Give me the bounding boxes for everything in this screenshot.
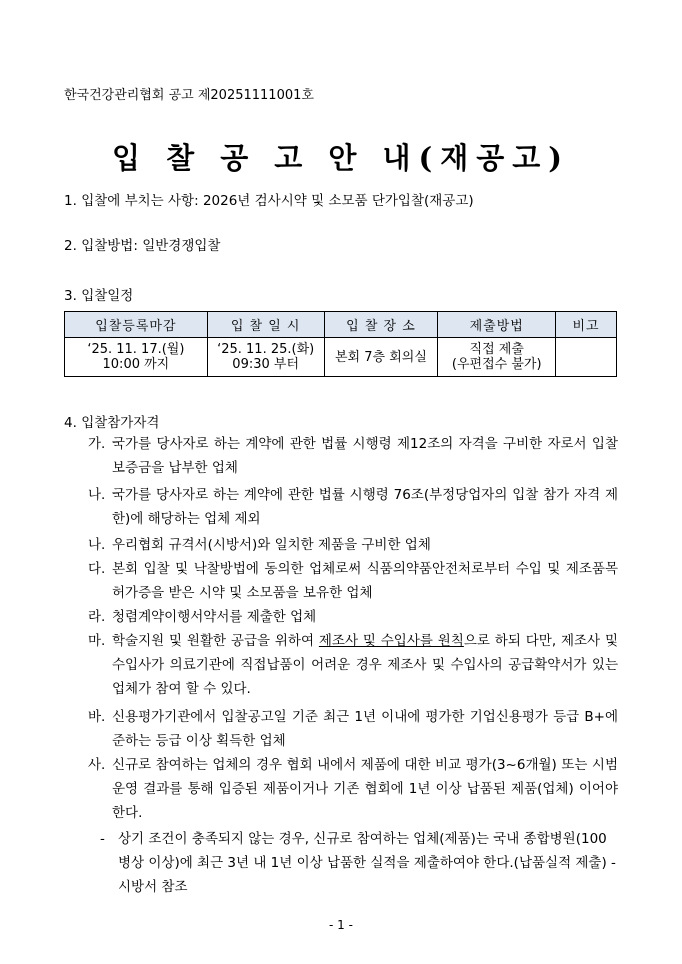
cell-registration-deadline (65, 338, 208, 377)
qualification-item (88, 629, 618, 701)
header-registration-deadline: 입찰등록마감 (65, 312, 208, 338)
section-2-text: : 일반경쟁입찰 (133, 238, 221, 254)
cell-bid-datetime (207, 338, 324, 377)
schedule-row (65, 338, 617, 377)
qualification-marker: 사. (88, 757, 106, 773)
header-submission-method: 제출방법 (438, 312, 556, 338)
section-3-number: 3. (64, 288, 77, 304)
header-bid-datetime: 입 찰 일 시 (207, 312, 324, 338)
qualification-underlined-text: 제조사 및 수입사를 원칙 (318, 633, 464, 649)
qualification-text: 신규로 참여하는 업체의 경우 협회 내에서 제품에 대한 비교 평가(3~6개월) 또는 시범운영 결과를 통해 입증된 제품이거나 기존 협회에 1년 이상 납품된 제품(업체) 이어야 한다. (112, 757, 618, 821)
cell-bid-place: 본회 7층 회의실 (324, 338, 438, 377)
qualification-text (112, 629, 618, 701)
method-main: 직접 제출 (469, 342, 524, 357)
section-4-label: 입찰참가자격 (81, 415, 160, 431)
qualification-marker: 다. (88, 561, 106, 577)
qualification-marker: 바. (88, 709, 106, 725)
note-marker: - (100, 831, 105, 847)
qualification-item (88, 432, 618, 480)
qualification-item (88, 557, 618, 605)
cell-remarks (556, 338, 617, 377)
qualification-marker: 마. (88, 633, 106, 649)
qualification-text: 국가를 당사자로 하는 계약에 관한 법률 시행령 제12조의 자격을 구비한 자로서 입찰보증금을 납부한 업체 (112, 436, 618, 476)
qualification-marker: 라. (88, 609, 106, 625)
qualification-text: 국가를 당사자로 하는 계약에 관한 법률 시행령 76조(부정당업자의 입찰 참가 자격 제한)에 해당하는 업체 제외 (112, 487, 618, 527)
qualification-text: 본회 입찰 및 낙찰방법에 동의한 업체로써 식품의약품안전처로부터 수입 및 제조품목 허가증을 받은 시약 및 소모품을 보유한 업체 (112, 561, 618, 601)
section-1 (64, 189, 474, 209)
section-3-label: 입찰일정 (81, 288, 134, 304)
section-1-number: 1. (64, 193, 77, 209)
section-4-number: 4. (64, 415, 77, 431)
notice-number: 한국건강관리협회 공고 제20251111001호 (64, 88, 314, 103)
page-title: 입 찰 공 고 안 내(재공고) (111, 141, 571, 175)
qualification-text-before: 학술지원 및 원활한 공급을 위하여 (112, 633, 319, 649)
qualification-item (88, 533, 618, 557)
section-2 (64, 234, 220, 254)
qualification-item (88, 605, 618, 629)
header-remarks: 비고 (556, 312, 617, 338)
schedule-table (64, 311, 617, 377)
page-number: - 1 - (329, 918, 353, 932)
qualification-marker: 나. (88, 487, 106, 503)
qualification-text: 청렴계약이행서약서를 제출한 업체 (112, 609, 317, 625)
section-1-text: : 2026년 검사시약 및 소모품 단가입찰(재공고) (194, 193, 474, 209)
bid-time: 09:30 부터 (232, 357, 300, 372)
header-bid-place: 입 찰 장 소 (324, 312, 438, 338)
deadline-date: ‘25. 11. 17.(월) (87, 342, 185, 357)
qualification-text: 우리협회 규격서(시방서)와 일치한 제품을 구비한 업체 (112, 537, 431, 553)
section-1-label: 입찰에 부치는 사항 (81, 193, 195, 209)
qualification-text: 신용평가기관에서 입찰공고일 기준 최근 1년 이내에 평가한 기업신용평가 등급 B+에 준하는 등급 이상 획득한 업체 (112, 709, 618, 749)
qualification-marker: 가. (88, 436, 106, 452)
section-3 (64, 284, 133, 304)
qualification-item (88, 483, 618, 531)
qualification-marker: 나. (88, 537, 106, 553)
section-4 (64, 411, 159, 431)
condition-note (100, 827, 618, 899)
bid-date: ‘25. 11. 25.(화) (217, 342, 315, 357)
qualification-text-after: 으로 하되 다만, 제조사 및 수입사가 의료기관에 직접납품이 어려운 경우 제조사 및 수입사의 공급확약서가 있는 업체가 참여 할 수 있다. (112, 633, 618, 697)
section-2-label: 입찰방법 (81, 238, 134, 254)
note-text: 상기 조건이 충족되지 않는 경우, 신규로 참여하는 업체(제품)는 국내 종합병원(100병상 이상)에 최근 3년 내 1년 이상 납품한 실적을 제출하여야 한다.(납품실적 제출) - 시방서 참조 (118, 831, 616, 895)
qualification-item (88, 705, 618, 753)
cell-submission-method (438, 338, 556, 377)
qualification-item (88, 753, 618, 825)
method-note: (우편접수 불가) (451, 357, 542, 372)
section-2-number: 2. (64, 238, 77, 254)
schedule-header-row (65, 312, 617, 338)
deadline-time: 10:00 까지 (102, 357, 170, 372)
